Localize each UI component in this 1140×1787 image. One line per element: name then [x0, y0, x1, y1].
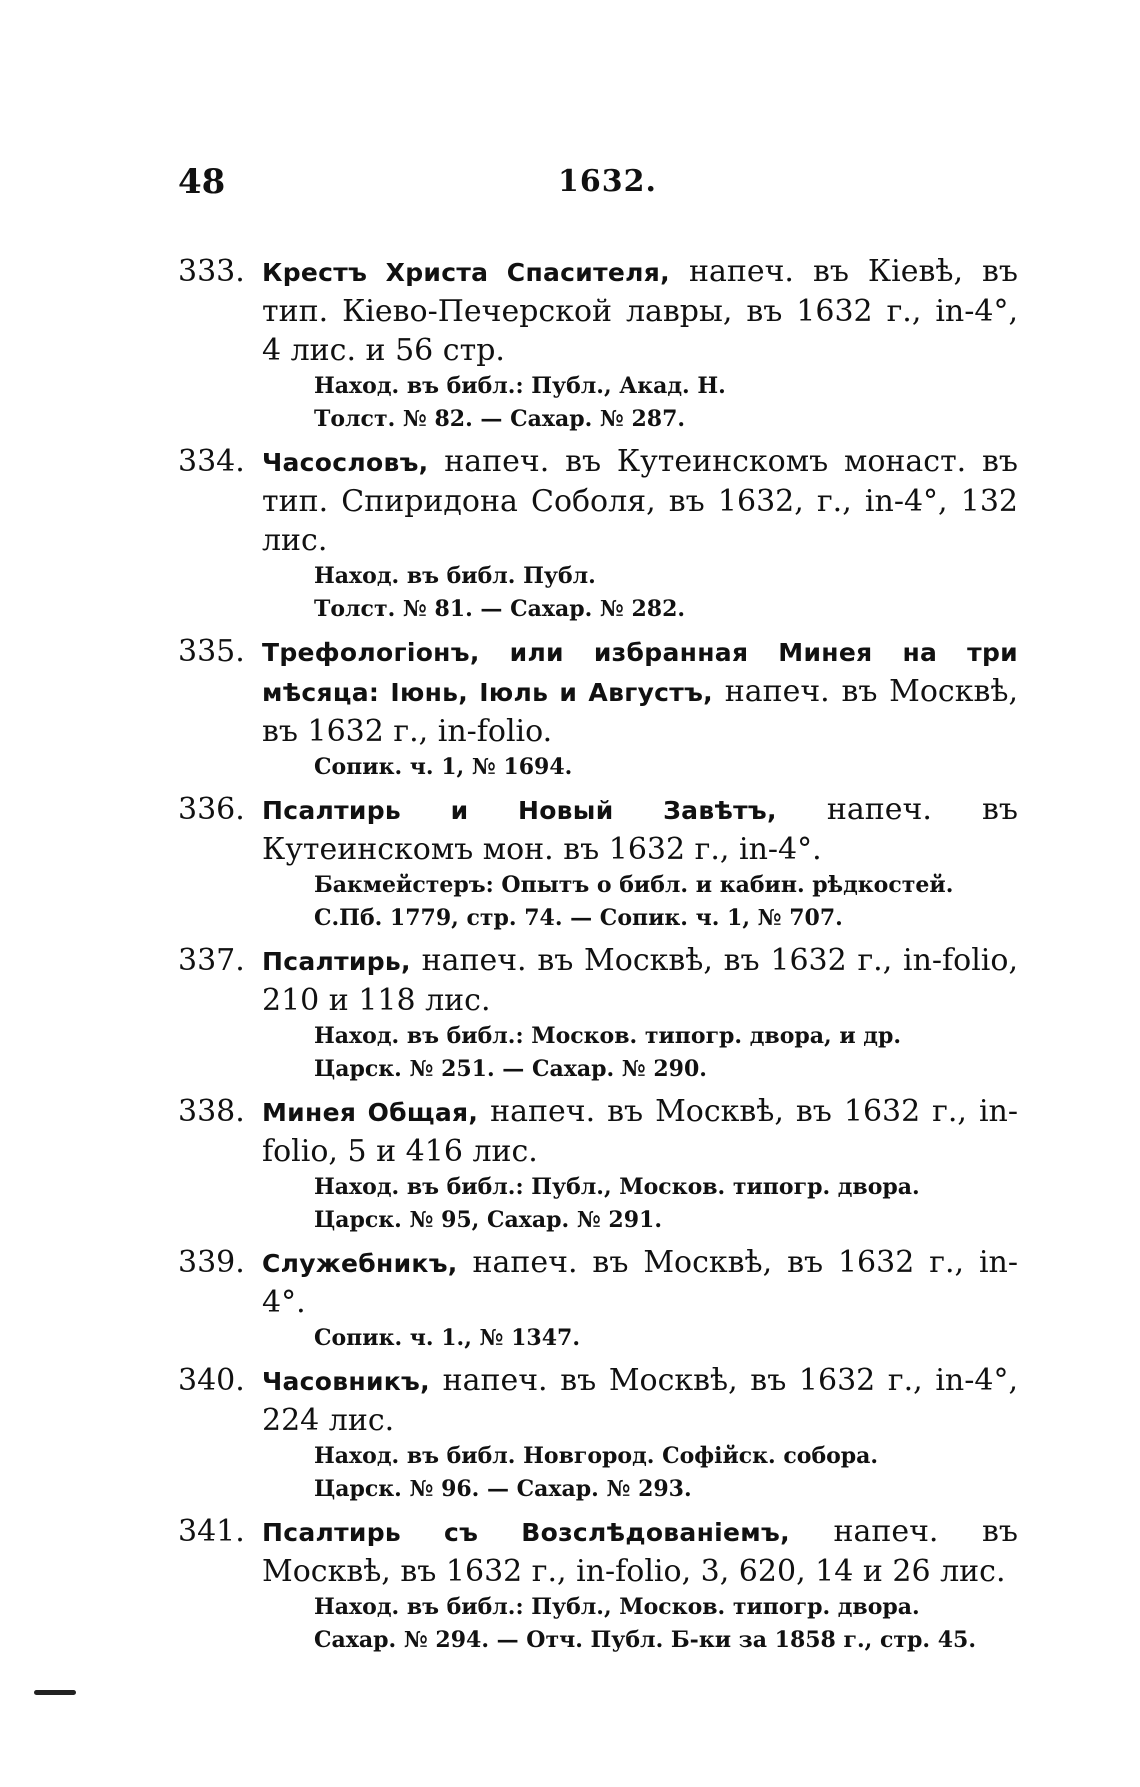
entry-number: 338. [178, 1094, 245, 1129]
bibliography-entry [178, 1512, 1018, 1657]
bibliography-entry [178, 252, 1018, 436]
entry-title: Часовникъ, [262, 1367, 430, 1396]
entry-references [314, 1322, 1018, 1355]
reference-line: Сопик. ч. 1., № 1347. [314, 1325, 580, 1351]
entry-description [262, 1512, 1018, 1591]
page-header [178, 162, 1008, 212]
running-title: 1632. [558, 164, 657, 199]
entry-references [314, 1440, 1018, 1506]
entry-number: 336. [178, 792, 245, 827]
reference-line: Царск. № 96. — Сахар. № 293. [314, 1476, 692, 1502]
entry-title: Минея Общая, [262, 1098, 479, 1127]
entry-text: напеч. въ Москвѣ, въ 1632 г., in-folio, 210 и 118 лис. [262, 943, 1018, 1018]
entry-text: напеч. въ Москвѣ, въ 1632 г., in-folio, 5 и 416 лис. [262, 1094, 1018, 1169]
reference-line: Бакмейстеръ: Опытъ о библ. и кабин. рѣдкостей. [314, 872, 954, 898]
bibliography-entry [178, 790, 1018, 935]
reference-line: Наход. въ библ.: Публ., Москов. типогр. двора. [314, 1594, 920, 1620]
entry-number: 339. [178, 1245, 245, 1280]
bibliography-entry [178, 632, 1018, 784]
page-number: 48 [178, 162, 226, 202]
reference-line: Толст. № 82. — Сахар. № 287. [314, 406, 686, 432]
entry-title: Псалтирь и Новый Завѣтъ, [262, 796, 777, 825]
bibliography-entry [178, 1092, 1018, 1237]
entry-references [314, 370, 1018, 436]
entry-description [262, 1243, 1018, 1322]
entry-references [314, 869, 1018, 935]
bibliography-entry [178, 1361, 1018, 1506]
entry-title: Служебникъ, [262, 1249, 458, 1278]
entry-text: напеч. въ Кіевѣ, въ тип. Кіево-Печерской лавры, въ 1632 г., in-4°, 4 лис. и 56 стр. [262, 254, 1018, 368]
reference-line: Сахар. № 294. — Отч. Публ. Б-ки за 1858 г., стр. 45. [314, 1627, 976, 1653]
entry-description [262, 1361, 1018, 1440]
entry-references [314, 751, 1018, 784]
entry-text: напеч. въ Москвѣ, въ 1632 г., in-folio. [262, 674, 1018, 749]
entry-title: Часословъ, [262, 448, 429, 477]
entry-text: напеч. въ Кутеинскомъ монаст. въ тип. Спиридона Соболя, въ 1632, г., in-4°, 132 лис. [262, 444, 1018, 558]
reference-line: Царск. № 95, Сахар. № 291. [314, 1207, 662, 1233]
reference-line: Наход. въ библ.: Москов. типогр. двора, и др. [314, 1023, 902, 1049]
entry-text: напеч. въ Москвѣ, въ 1632 г., in-4°. [262, 1245, 1018, 1320]
entry-number: 335. [178, 634, 245, 669]
reference-line: Наход. въ библ.: Публ., Москов. типогр. двора. [314, 1174, 920, 1200]
entry-references [314, 560, 1018, 626]
entry-references [314, 1591, 1018, 1657]
reference-line: С.Пб. 1779, стр. 74. — Сопик. ч. 1, № 707. [314, 905, 843, 931]
reference-line: Сопик. ч. 1, № 1694. [314, 754, 573, 780]
reference-line: Царск. № 251. — Сахар. № 290. [314, 1056, 707, 1082]
bibliography-entry [178, 1243, 1018, 1355]
entry-number: 337. [178, 943, 245, 978]
entry-text: напеч. въ Москвѣ, въ 1632 г., in-folio, 3, 620, 14 и 26 лис. [262, 1514, 1018, 1589]
entry-description [262, 632, 1018, 751]
entry-references [314, 1171, 1018, 1237]
entry-references [314, 1020, 1018, 1086]
entry-description [262, 442, 1018, 560]
entry-description [262, 790, 1018, 869]
entry-number: 341. [178, 1514, 245, 1549]
entry-description [262, 252, 1018, 370]
reference-line: Наход. въ библ. Публ. [314, 563, 596, 589]
entry-description [262, 941, 1018, 1020]
entry-number: 340. [178, 1363, 245, 1398]
bibliography-entry [178, 941, 1018, 1086]
entry-number: 333. [178, 254, 245, 289]
reference-line: Наход. въ библ.: Публ., Акад. Н. [314, 373, 726, 399]
bibliography-entry [178, 442, 1018, 626]
entry-title: Псалтирь съ Возслѣдованіемъ, [262, 1518, 790, 1547]
bibliography-entries [178, 252, 1018, 1663]
entry-text: напеч. въ Кутеинскомъ мон. въ 1632 г., in-4°. [262, 792, 1018, 867]
entry-title: Трефологіонъ, или избранная Минея на три мѣсяца: Іюнь, Іюль и Августъ, [262, 638, 1018, 707]
entry-description [262, 1092, 1018, 1171]
reference-line: Наход. въ библ. Новгород. Софійск. собора. [314, 1443, 879, 1469]
reference-line: Толст. № 81. — Сахар. № 282. [314, 596, 686, 622]
entry-title: Псалтирь, [262, 947, 411, 976]
scan-speck-mark [34, 1690, 76, 1695]
entry-number: 334. [178, 444, 245, 479]
entry-text: напеч. въ Москвѣ, въ 1632 г., in-4°, 224 лис. [262, 1363, 1018, 1438]
entry-title: Крестъ Христа Спасителя, [262, 258, 670, 287]
